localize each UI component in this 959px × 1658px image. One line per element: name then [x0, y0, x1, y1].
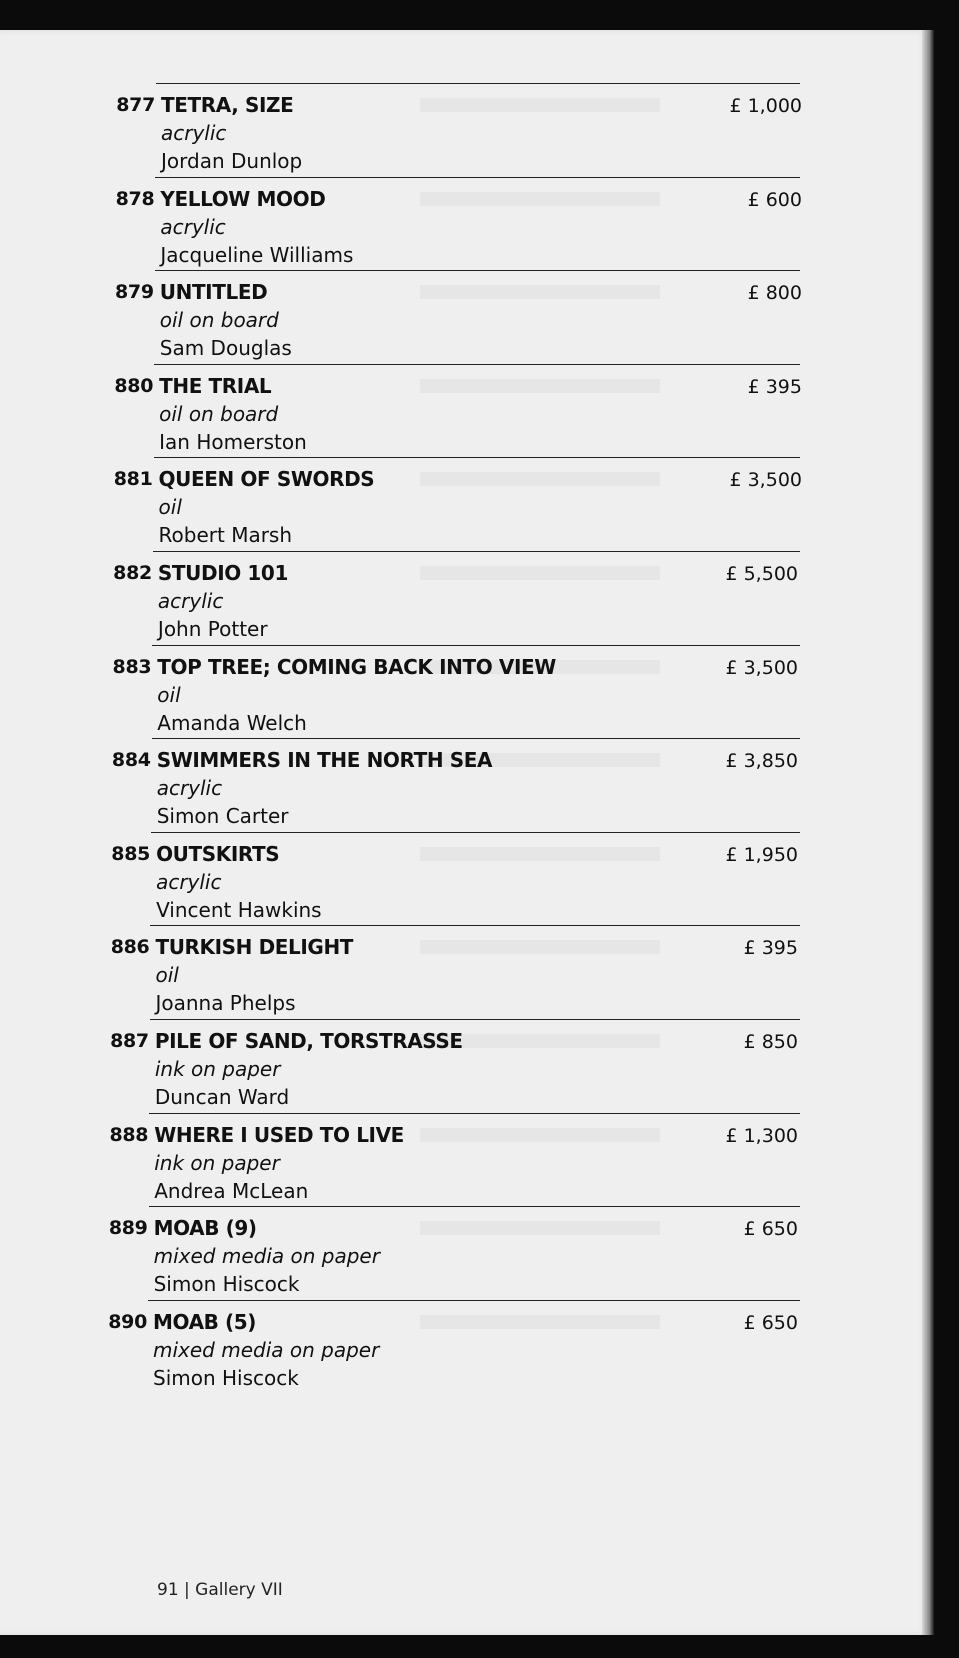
lot-number: 878 — [115, 187, 155, 210]
artwork-title: OUTSKIRTS — [156, 841, 280, 866]
catalogue-entry — [0, 1206, 930, 1305]
page-footer: 91 | Gallery VII — [157, 1580, 283, 1600]
artwork-title: MOAB (9) — [153, 1216, 257, 1241]
artwork-title: TURKISH DELIGHT — [155, 935, 354, 960]
artwork-title: TETRA, SIZE — [161, 93, 294, 117]
artist-name: Amanda Welch — [157, 710, 307, 735]
lot-number: 879 — [115, 281, 154, 304]
lot-number: 888 — [109, 1123, 149, 1146]
artist-name: Simon Hiscock — [153, 1365, 299, 1390]
artist-name: Robert Marsh — [158, 523, 293, 548]
artwork-medium: oil — [158, 495, 182, 520]
artwork-title: PILE OF SAND, TORSTRASSE — [154, 1029, 463, 1053]
artwork-medium: acrylic — [160, 214, 226, 239]
artwork-price: £ 3,500 — [725, 656, 798, 679]
artwork-medium: oil — [157, 682, 181, 707]
entry-divider — [150, 925, 800, 926]
artwork-medium: oil — [155, 963, 179, 988]
artwork-price: £ 600 — [747, 188, 802, 211]
entry-divider — [155, 177, 800, 178]
catalogue-page — [0, 30, 930, 1635]
catalogue-entry — [0, 832, 930, 931]
lot-number: 890 — [108, 1310, 147, 1333]
artist-name: John Potter — [157, 617, 268, 641]
lot-number: 889 — [108, 1217, 148, 1240]
artist-name: Jacqueline Williams — [160, 242, 354, 267]
artwork-title: MOAB (5) — [153, 1309, 257, 1334]
entry-divider — [150, 1019, 800, 1020]
artwork-medium: acrylic — [161, 121, 227, 145]
lot-number: 882 — [113, 562, 152, 584]
artist-name: Simon Carter — [156, 804, 289, 829]
catalogue-entry — [0, 925, 930, 1024]
artwork-title: SWIMMERS IN THE NORTH SEA — [156, 748, 493, 773]
lot-number: 883 — [112, 655, 152, 678]
artwork-medium: acrylic — [157, 589, 224, 613]
artwork-title: UNTITLED — [159, 280, 268, 305]
artwork-price: £ 3,850 — [725, 750, 798, 773]
artist-name: Andrea McLean — [154, 1178, 309, 1203]
entry-divider — [148, 1300, 800, 1301]
entry-divider — [152, 645, 800, 646]
lot-number: 877 — [116, 94, 155, 116]
catalogue-entry — [0, 457, 930, 556]
artwork-title: TOP TREE; COMING BACK INTO VIEW — [157, 654, 556, 679]
artist-name: Duncan Ward — [154, 1085, 290, 1109]
entry-divider — [149, 1113, 800, 1114]
artwork-price: £ 1,000 — [729, 95, 802, 117]
artist-name: Jordan Dunlop — [161, 149, 303, 173]
artwork-medium: ink on paper — [154, 1057, 281, 1081]
catalogue-entry — [0, 364, 930, 463]
catalogue-entry — [0, 1019, 930, 1118]
artwork-price: £ 395 — [747, 375, 802, 398]
lot-number: 880 — [114, 374, 154, 397]
entry-divider — [156, 83, 800, 84]
artwork-price: £ 650 — [743, 1311, 798, 1334]
entry-divider — [154, 364, 800, 365]
catalogue-entry — [0, 270, 930, 369]
artist-name: Sam Douglas — [159, 336, 292, 361]
catalogue-entry — [0, 1113, 930, 1212]
catalogue-entry — [0, 738, 930, 837]
entry-divider — [155, 270, 800, 271]
lot-number: 881 — [113, 468, 153, 491]
artist-name: Vincent Hawkins — [156, 897, 322, 922]
entry-divider — [152, 738, 800, 739]
artwork-price: £ 395 — [743, 937, 798, 960]
entry-divider — [153, 551, 800, 552]
lot-number: 886 — [110, 936, 150, 959]
artwork-medium: acrylic — [156, 869, 222, 894]
artwork-price: £ 800 — [747, 282, 802, 305]
catalogue-entry — [0, 83, 930, 182]
artwork-price: £ 3,500 — [729, 469, 802, 492]
lot-number: 884 — [111, 749, 151, 772]
artist-name: Ian Homerston — [159, 429, 307, 454]
artwork-title: QUEEN OF SWORDS — [158, 467, 375, 492]
artwork-medium: oil on board — [159, 308, 279, 333]
artwork-price: £ 5,500 — [725, 563, 798, 585]
artist-name: Joanna Phelps — [155, 991, 296, 1016]
artwork-title: WHERE I USED TO LIVE — [154, 1122, 404, 1147]
artwork-price: £ 1,950 — [725, 843, 798, 866]
catalogue-entry — [0, 551, 930, 650]
artwork-title: YELLOW MOOD — [160, 186, 326, 211]
catalogue-entry — [0, 1300, 930, 1399]
entry-divider — [154, 457, 800, 458]
artwork-medium: ink on paper — [154, 1150, 280, 1175]
lot-number: 885 — [111, 842, 151, 865]
artwork-title: THE TRIAL — [159, 373, 272, 398]
artwork-price: £ 1,300 — [725, 1124, 798, 1147]
page-edge — [922, 30, 934, 1635]
catalogue-entry — [0, 177, 930, 276]
lot-number: 887 — [110, 1030, 149, 1052]
catalogue-entry — [0, 645, 930, 744]
artist-name: Simon Hiscock — [153, 1272, 300, 1297]
artwork-medium: acrylic — [156, 776, 223, 801]
artwork-medium: oil on board — [159, 401, 279, 426]
artwork-price: £ 650 — [743, 1218, 798, 1241]
artwork-medium: mixed media on paper — [153, 1337, 380, 1362]
entry-divider — [149, 1206, 800, 1207]
artwork-price: £ 850 — [743, 1031, 798, 1053]
entry-divider — [151, 832, 800, 833]
artwork-title: STUDIO 101 — [157, 561, 288, 585]
artwork-medium: mixed media on paper — [153, 1244, 380, 1269]
